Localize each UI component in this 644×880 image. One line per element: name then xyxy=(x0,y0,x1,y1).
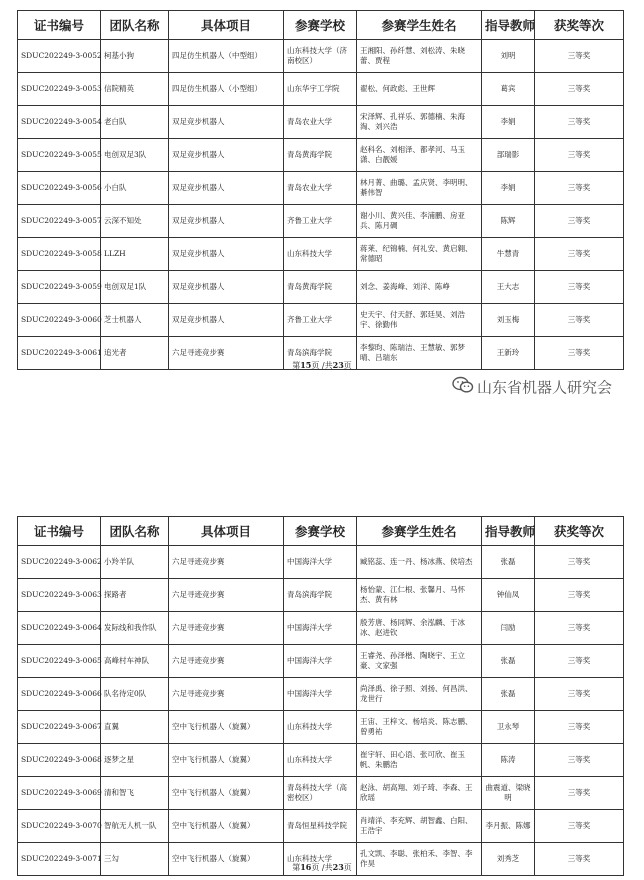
column-header-school: 参赛学校 xyxy=(284,11,357,40)
cell-students: 肖靖洋、李充辉、胡智鑫、白阳、王浩宇 xyxy=(357,810,482,843)
cell-team-name: 逐梦之星 xyxy=(101,744,169,777)
cell-students: 谢小川、黄兴佳、李浦鹏、房亚兵、陈月碉 xyxy=(357,205,482,238)
cell-certificate-id: SDUC202249-3-0056 xyxy=(18,172,101,205)
cell-project: 六足寻迹竞步赛 xyxy=(169,612,284,645)
page-number: 15 xyxy=(300,360,312,370)
column-header-team-name: 团队名称 xyxy=(101,517,169,546)
column-header-certificate-id: 证书编号 xyxy=(18,517,101,546)
cell-school: 齐鲁工业大学 xyxy=(284,304,357,337)
cell-school: 中国海洋大学 xyxy=(284,678,357,711)
cell-certificate-id: SDUC202249-3-0061 xyxy=(18,337,101,370)
cell-award-level: 三等奖 xyxy=(535,843,624,876)
cell-advisor: 刘玉梅 xyxy=(482,304,535,337)
cell-advisor: 张磊 xyxy=(482,678,535,711)
table-header-row xyxy=(18,517,624,546)
cell-team-name: 电创双足3队 xyxy=(101,139,169,172)
cell-project: 空中飞行机器人（旋翼） xyxy=(169,711,284,744)
cell-team-name: 柯基小狗 xyxy=(101,40,169,73)
cell-certificate-id: SDUC202249-3-0070 xyxy=(18,810,101,843)
cell-team-name: 老白队 xyxy=(101,106,169,139)
cell-award-level: 三等奖 xyxy=(535,73,624,106)
cell-advisor: 葛宾 xyxy=(482,73,535,106)
cell-certificate-id: SDUC202249-3-0055 xyxy=(18,139,101,172)
cell-school: 中国海洋大学 xyxy=(284,546,357,579)
table-row xyxy=(18,744,624,777)
wechat-icon xyxy=(452,376,474,398)
cell-project: 空中飞行机器人（旋翼） xyxy=(169,810,284,843)
cell-school: 青岛滨海学院 xyxy=(284,579,357,612)
cell-students: 崔宇轩、田心语、张可欣、崔玉帆、朱鹏浩 xyxy=(357,744,482,777)
cell-students: 殷芳唐、杨同辉、余泓麟、于冰冰、赵进钦 xyxy=(357,612,482,645)
cell-students: 刘念、姜海峰、刘洋、陈峥 xyxy=(357,271,482,304)
cell-award-level: 三等奖 xyxy=(535,612,624,645)
column-header-students: 参赛学生姓名 xyxy=(357,11,482,40)
table-body xyxy=(18,546,624,876)
cell-award-level: 三等奖 xyxy=(535,337,624,370)
cell-school: 山东科技大学 xyxy=(284,744,357,777)
cell-project: 双足竞步机器人 xyxy=(169,304,284,337)
cell-team-name: 芝士机器人 xyxy=(101,304,169,337)
table-row xyxy=(18,238,624,271)
cell-school: 山东科技大学 xyxy=(284,238,357,271)
cell-students: 赵泳、胡高翔、刘子琦、李森、王欣瑶 xyxy=(357,777,482,810)
cell-award-level: 三等奖 xyxy=(535,40,624,73)
cell-team-name: 小白队 xyxy=(101,172,169,205)
cell-project: 双足竞步机器人 xyxy=(169,106,284,139)
cell-advisor: 卫永琴 xyxy=(482,711,535,744)
cell-team-name: 探路者 xyxy=(101,579,169,612)
table-row xyxy=(18,271,624,304)
cell-team-name: 队名待定0队 xyxy=(101,678,169,711)
cell-students: 宋泽辉、孔祥乐、郭德楠、朱海淘、刘兴浩 xyxy=(357,106,482,139)
cell-team-name: 云深不知处 xyxy=(101,205,169,238)
cell-award-level: 三等奖 xyxy=(535,106,624,139)
cell-advisor: 刘秀芝 xyxy=(482,843,535,876)
cell-award-level: 三等奖 xyxy=(535,172,624,205)
table-row xyxy=(18,810,624,843)
table-row xyxy=(18,106,624,139)
cell-advisor: 李娟 xyxy=(482,172,535,205)
cell-school: 山东华宇工学院 xyxy=(284,73,357,106)
cell-certificate-id: SDUC202249-3-0054 xyxy=(18,106,101,139)
column-header-advisor: 指导教师 xyxy=(482,11,535,40)
cell-team-name: 信院精英 xyxy=(101,73,169,106)
cell-advisor: 曲震道、梁晓明 xyxy=(482,777,535,810)
cell-award-level: 三等奖 xyxy=(535,810,624,843)
cell-project: 六足寻迹竞步赛 xyxy=(169,678,284,711)
cell-advisor: 李月振、陈娜 xyxy=(482,810,535,843)
cell-school: 青岛科技大学（高密校区） xyxy=(284,777,357,810)
cell-school: 中国海洋大学 xyxy=(284,612,357,645)
cell-team-name: 电创双足1队 xyxy=(101,271,169,304)
cell-students: 臧铭蕊、连一丹、杨冰燕、侯培杰 xyxy=(357,546,482,579)
cell-award-level: 三等奖 xyxy=(535,645,624,678)
cell-project: 六足寻迹竞步赛 xyxy=(169,579,284,612)
cell-award-level: 三等奖 xyxy=(535,777,624,810)
column-header-project: 具体项目 xyxy=(169,517,284,546)
column-header-school: 参赛学校 xyxy=(284,517,357,546)
cell-certificate-id: SDUC202249-3-0059 xyxy=(18,271,101,304)
cell-certificate-id: SDUC202249-3-0052 xyxy=(18,40,101,73)
cell-team-name: 追光者 xyxy=(101,337,169,370)
table-row xyxy=(18,40,624,73)
cell-certificate-id: SDUC202249-3-0062 xyxy=(18,546,101,579)
table-row xyxy=(18,711,624,744)
cell-students: 尚泽禹、徐子照、刘扬、何昌洪、龙世行 xyxy=(357,678,482,711)
cell-project: 空中飞行机器人（旋翼） xyxy=(169,777,284,810)
page-number: 16 xyxy=(300,862,312,872)
certificate-table-page-16 xyxy=(17,516,623,876)
table-row xyxy=(18,172,624,205)
cell-team-name: 直翼 xyxy=(101,711,169,744)
award-table xyxy=(17,516,624,876)
cell-project: 六足寻迹竞步赛 xyxy=(169,645,284,678)
cell-award-level: 三等奖 xyxy=(535,546,624,579)
cell-certificate-id: SDUC202249-3-0067 xyxy=(18,711,101,744)
table-header-row xyxy=(18,11,624,40)
cell-project: 双足竞步机器人 xyxy=(169,271,284,304)
cell-project: 双足竞步机器人 xyxy=(169,238,284,271)
cell-team-name: 高峰村车神队 xyxy=(101,645,169,678)
cell-advisor: 陈涛 xyxy=(482,744,535,777)
table-body xyxy=(18,40,624,370)
cell-certificate-id: SDUC202249-3-0069 xyxy=(18,777,101,810)
table-row xyxy=(18,612,624,645)
page-footer: 第15页 /共23页 xyxy=(292,360,352,370)
cell-school: 山东科技大学（济南校区） xyxy=(284,40,357,73)
cell-advisor: 刘明 xyxy=(482,40,535,73)
cell-certificate-id: SDUC202249-3-0060 xyxy=(18,304,101,337)
cell-school: 山东科技大学 xyxy=(284,843,357,876)
cell-project: 双足竞步机器人 xyxy=(169,172,284,205)
award-table xyxy=(17,10,624,370)
page-footer: 第16页 /共23页 xyxy=(292,862,352,872)
cell-advisor: 陈辉 xyxy=(482,205,535,238)
table-row xyxy=(18,777,624,810)
cell-team-name: 发际线和我作队 xyxy=(101,612,169,645)
column-header-award-level: 获奖等次 xyxy=(535,517,624,546)
cell-advisor: 牛慧青 xyxy=(482,238,535,271)
cell-award-level: 三等奖 xyxy=(535,711,624,744)
cell-students: 蒋莱、纪锦楠、何礼安、黄启翱、常德昭 xyxy=(357,238,482,271)
cell-project: 空中飞行机器人（旋翼） xyxy=(169,843,284,876)
cell-students: 孔文凯、李聪、张柏禾、李智、李作昊 xyxy=(357,843,482,876)
cell-award-level: 三等奖 xyxy=(535,304,624,337)
cell-certificate-id: SDUC202249-3-0068 xyxy=(18,744,101,777)
cell-school: 青岛滨海学院 xyxy=(284,337,357,370)
cell-students: 赵科名、刘相泽、都孝河、马玉潇、白靓媛 xyxy=(357,139,482,172)
cell-students: 杨怡蒙、江仁根、张馨月、马怀杰、黄有林 xyxy=(357,579,482,612)
cell-award-level: 三等奖 xyxy=(535,205,624,238)
cell-certificate-id: SDUC202249-3-0064 xyxy=(18,612,101,645)
cell-project: 六足寻迹竞步赛 xyxy=(169,546,284,579)
table-row xyxy=(18,645,624,678)
table-row xyxy=(18,678,624,711)
cell-certificate-id: SDUC202249-3-0063 xyxy=(18,579,101,612)
cell-school: 齐鲁工业大学 xyxy=(284,205,357,238)
cell-students: 李黎昀、陈瑞洁、王慧敏、郭梦晴、吕瑞东 xyxy=(357,337,482,370)
column-header-team-name: 团队名称 xyxy=(101,11,169,40)
cell-students: 史天宇、付天舒、郭廷昊、刘浩宇、徐勤伟 xyxy=(357,304,482,337)
cell-team-name: 小羚羊队 xyxy=(101,546,169,579)
table-row xyxy=(18,546,624,579)
table-row xyxy=(18,73,624,106)
cell-advisor: 张磊 xyxy=(482,645,535,678)
cell-project: 空中飞行机器人（旋翼） xyxy=(169,744,284,777)
cell-school: 青岛黄海学院 xyxy=(284,271,357,304)
watermark xyxy=(452,376,632,396)
cell-team-name: LLZH xyxy=(101,238,169,271)
column-header-advisor: 指导教师 xyxy=(482,517,535,546)
cell-students: 王湘阳、孙纤慧、刘松涛、朱晓蕾、贾程 xyxy=(357,40,482,73)
cell-project: 四足仿生机器人（中型组） xyxy=(169,40,284,73)
cell-certificate-id: SDUC202249-3-0057 xyxy=(18,205,101,238)
cell-certificate-id: SDUC202249-3-0053 xyxy=(18,73,101,106)
cell-project: 双足竞步机器人 xyxy=(169,205,284,238)
cell-team-name: 三勾 xyxy=(101,843,169,876)
cell-project: 四足仿生机器人（小型组） xyxy=(169,73,284,106)
column-header-certificate-id: 证书编号 xyxy=(18,11,101,40)
cell-advisor: 钟仙凤 xyxy=(482,579,535,612)
cell-school: 山东科技大学 xyxy=(284,711,357,744)
cell-award-level: 三等奖 xyxy=(535,744,624,777)
page-total: 23 xyxy=(332,862,344,872)
cell-school: 青岛恒星科技学院 xyxy=(284,810,357,843)
cell-advisor: 王大志 xyxy=(482,271,535,304)
cell-advisor: 王新玲 xyxy=(482,337,535,370)
cell-team-name: 清和智飞 xyxy=(101,777,169,810)
cell-award-level: 三等奖 xyxy=(535,139,624,172)
watermark-text: 山东省机器人研究会 xyxy=(477,378,613,397)
cell-students: 翟松、何政彪、王世辉 xyxy=(357,73,482,106)
column-header-students: 参赛学生姓名 xyxy=(357,517,482,546)
cell-students: 王宙、王梓文、杨培炎、陈志鹏、曾勇祐 xyxy=(357,711,482,744)
cell-certificate-id: SDUC202249-3-0066 xyxy=(18,678,101,711)
column-header-award-level: 获奖等次 xyxy=(535,11,624,40)
cell-award-level: 三等奖 xyxy=(535,579,624,612)
cell-school: 青岛农业大学 xyxy=(284,106,357,139)
cell-certificate-id: SDUC202249-3-0065 xyxy=(18,645,101,678)
cell-project: 双足竞步机器人 xyxy=(169,139,284,172)
cell-school: 青岛黄海学院 xyxy=(284,139,357,172)
cell-advisor: 张磊 xyxy=(482,546,535,579)
cell-students: 王睿尧、孙泽楷、陶晓宇、王立豪、文家强 xyxy=(357,645,482,678)
table-row xyxy=(18,579,624,612)
cell-advisor: 部瑞影 xyxy=(482,139,535,172)
certificate-table-page-15 xyxy=(17,10,623,370)
cell-award-level: 三等奖 xyxy=(535,238,624,271)
cell-team-name: 智航无人机一队 xyxy=(101,810,169,843)
table-row xyxy=(18,304,624,337)
cell-advisor: 闫励 xyxy=(482,612,535,645)
page-total: 23 xyxy=(332,360,344,370)
table-row xyxy=(18,139,624,172)
table-row xyxy=(18,205,624,238)
cell-advisor: 李娟 xyxy=(482,106,535,139)
cell-award-level: 三等奖 xyxy=(535,271,624,304)
cell-school: 青岛农业大学 xyxy=(284,172,357,205)
cell-project: 六足寻迹竞步赛 xyxy=(169,337,284,370)
cell-students: 林月菁、曲璐、孟庆贤、李明明、綦伟智 xyxy=(357,172,482,205)
cell-school: 中国海洋大学 xyxy=(284,645,357,678)
cell-certificate-id: SDUC202249-3-0058 xyxy=(18,238,101,271)
cell-certificate-id: SDUC202249-3-0071 xyxy=(18,843,101,876)
column-header-project: 具体项目 xyxy=(169,11,284,40)
cell-award-level: 三等奖 xyxy=(535,678,624,711)
